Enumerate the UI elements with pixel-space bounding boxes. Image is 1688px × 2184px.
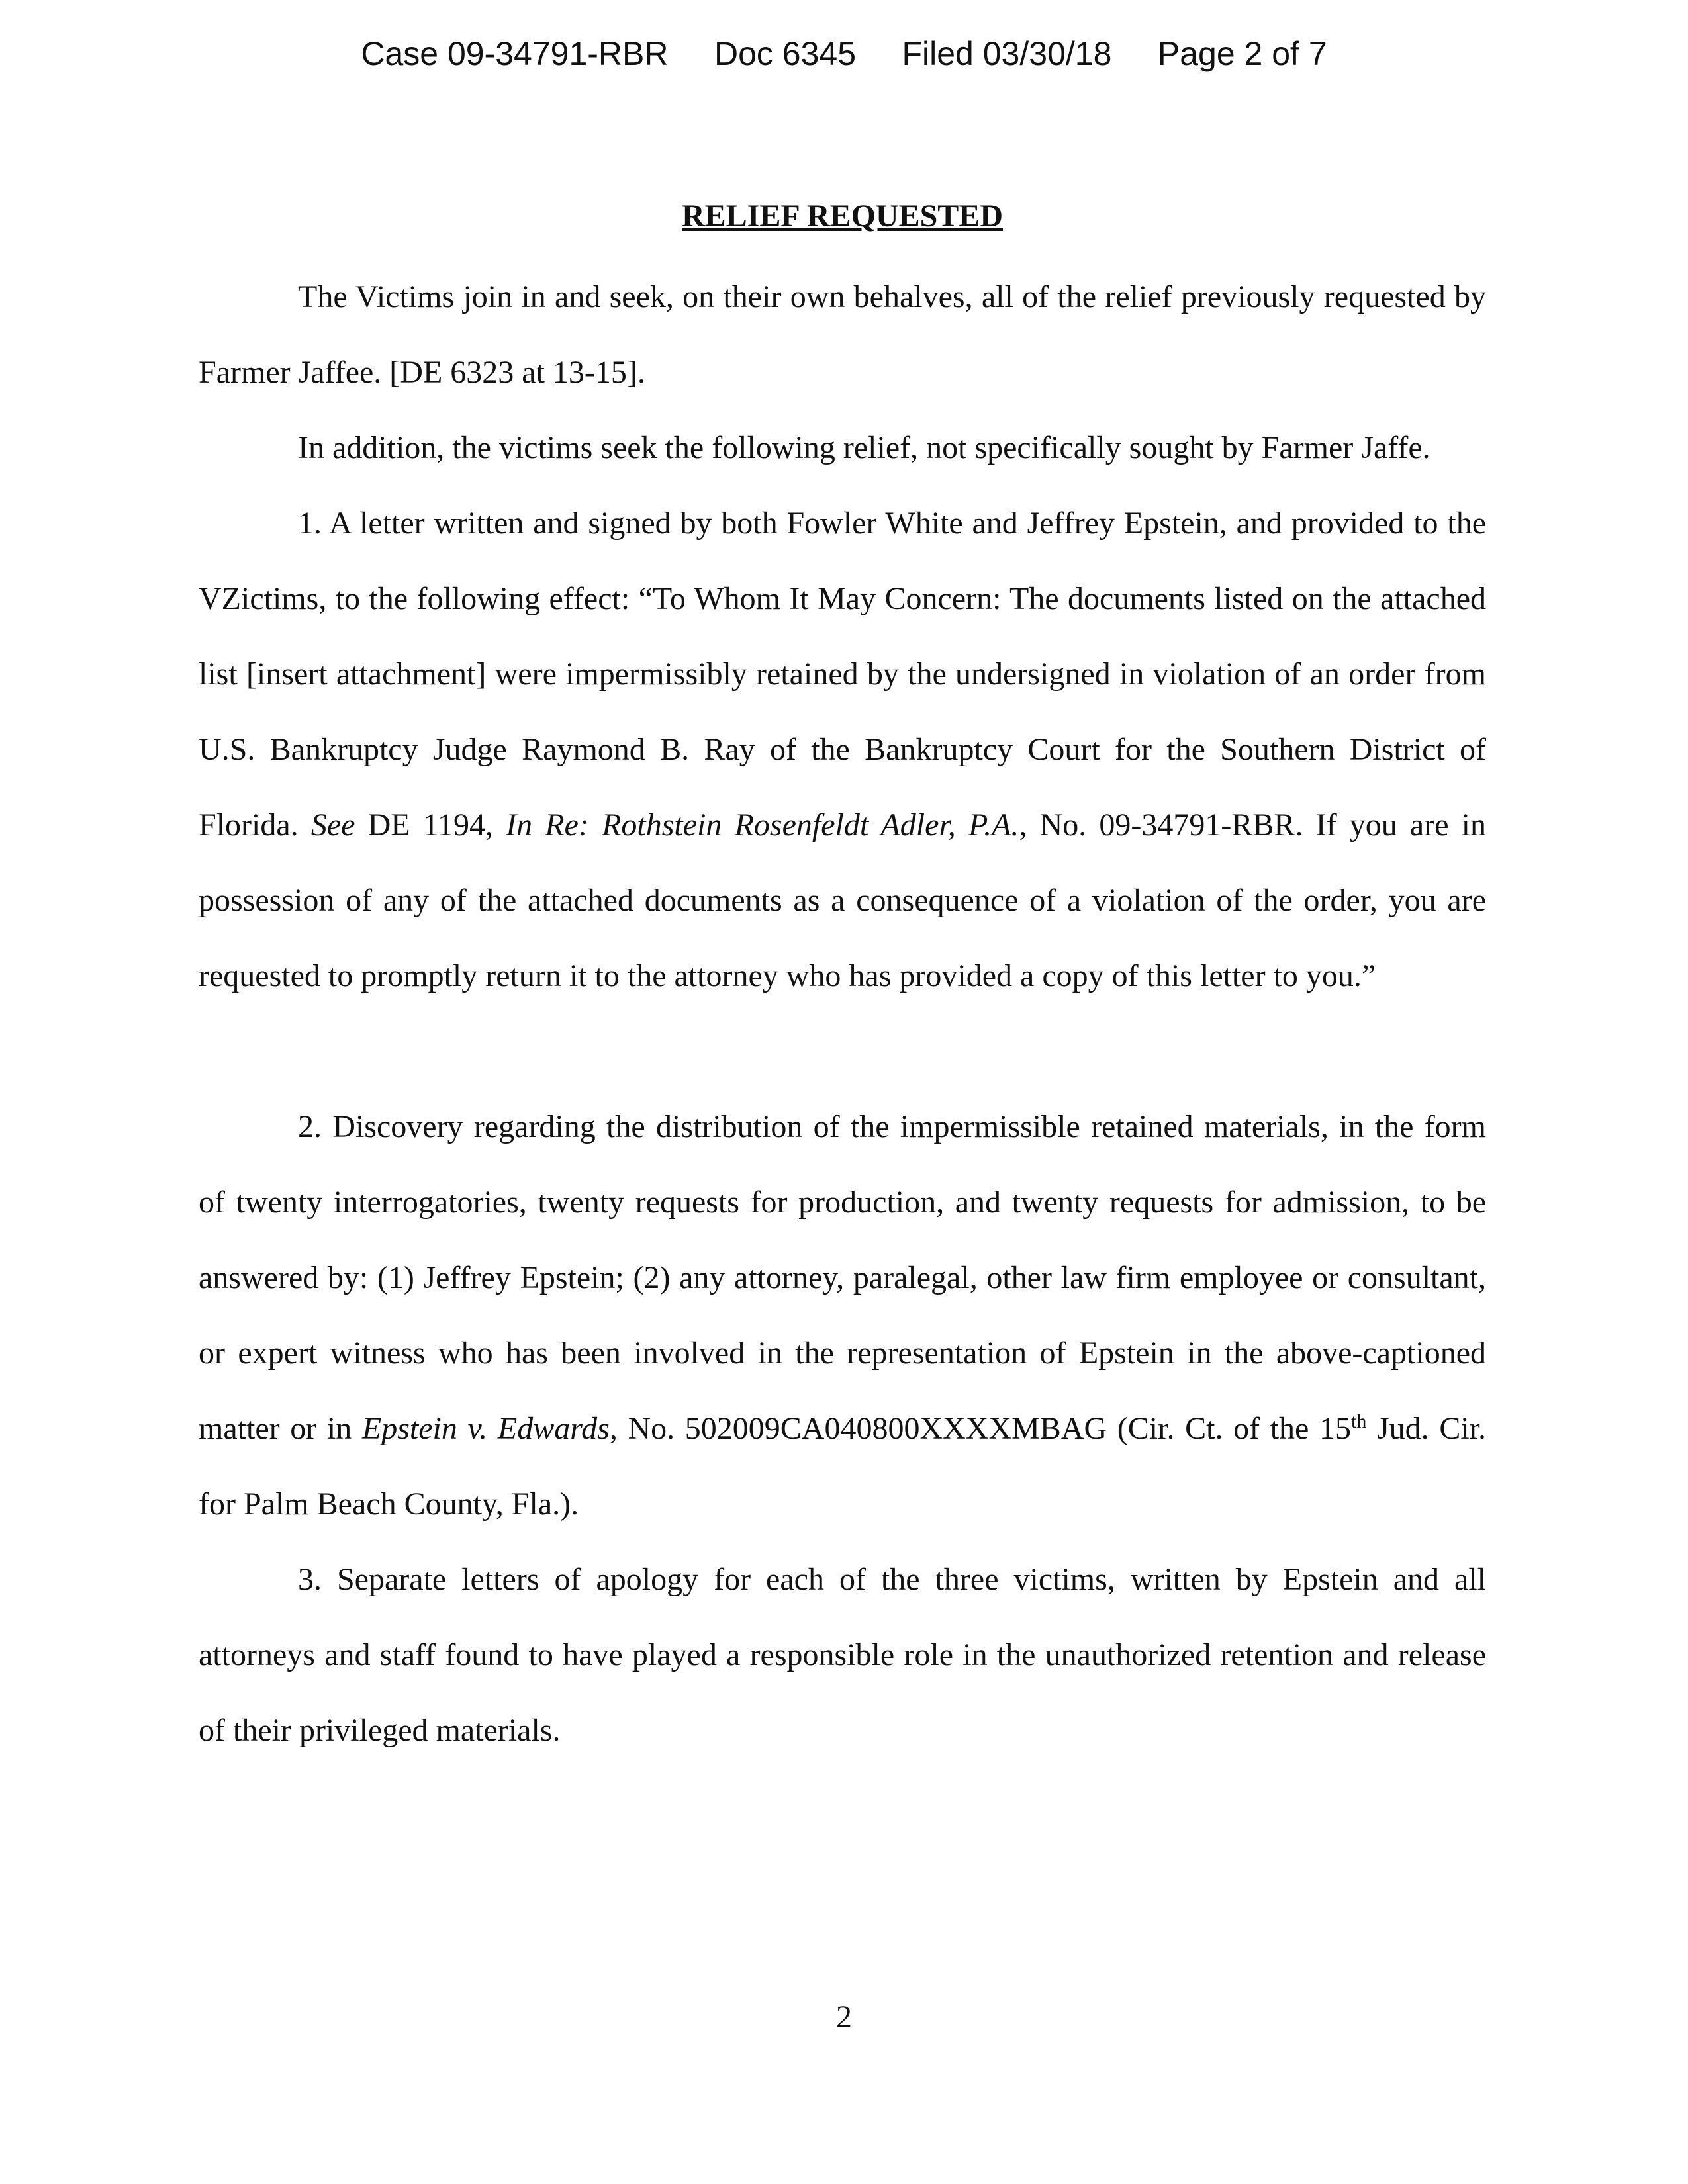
relief-1-text-c: , No. 09-34791-RBR. If you are in possession of any of the attached documents as a consequence of a violation of the order, you are requested to promptly return it to the attorney who has provided a copy of this letter to you.”	[199, 807, 1487, 993]
relief-2-ordinal-suffix: th	[1351, 1410, 1367, 1432]
case-number: Case 09-34791-RBR	[361, 35, 669, 72]
paragraph-joinder: The Victims join in and seek, on their own behalves, all of the relief previously requested by Farmer Jaffee. [DE 6323 at 13-15].	[199, 279, 1486, 390]
relief-2-text-b: , No. 502009CA040800XXXXMBAG (Cir. Ct. of the 15	[609, 1411, 1352, 1446]
relief-1-case-name: In Re: Rothstein Rosenfeldt Adler, P.A.	[506, 807, 1019, 842]
relief-2-case-name: Epstein v. Edwards	[361, 1411, 610, 1446]
paragraph-relief-1	[199, 486, 1486, 1014]
filed-date: Filed 03/30/18	[902, 35, 1112, 72]
relief-1-see: See	[310, 807, 355, 842]
section-title: RELIEF REQUESTED	[681, 199, 1003, 234]
paragraph-relief-3: 3. Separate letters of apology for each of the three victims, written by Epstein and all attorneys and staff found to have played a responsible role in the unauthorized retention and release of their privileged materials.	[199, 1562, 1486, 1748]
relief-2-text-a: 2. Discovery regarding the distribution of the impermissible retained materials, in the form of twenty interrogatories, twenty requests for production, and twenty requests for admission, to be answered by: (1) Jeffrey Epstein; (2) any attorney, paralegal, other law firm employee or consultant, or expert witness who has been involved in the representation of Epstein in the above-captioned matter or in	[199, 1109, 1486, 1446]
relief-1-text-a: 1. A letter written and signed by both Fowler White and Jeffrey Epstein, and provided to the VZictims, to the following effect: “To Whom It May Concern: The documents listed on the attached list [insert attachment] were impermissibly retained by the undersigned in violation of an order from U.S. Bankruptcy Judge Raymond B. Ray of the Bankruptcy Court for the Southern District of Florida.	[199, 506, 1486, 842]
page-indicator: Page 2 of 7	[1157, 35, 1327, 72]
case-header	[0, 34, 1688, 73]
doc-number: Doc 6345	[714, 35, 857, 72]
relief-1-text-b: DE 1194,	[355, 807, 506, 842]
page-number: 2	[836, 1999, 852, 2034]
paragraph-additional-relief: In addition, the victims seek the following relief, not specifically sought by Farmer Jaffe.	[298, 430, 1430, 465]
relief-2-text-c: Jud. Cir. for Palm Beach County, Fla.).	[199, 1411, 1487, 1522]
paragraph-relief-2	[199, 1089, 1486, 1542]
